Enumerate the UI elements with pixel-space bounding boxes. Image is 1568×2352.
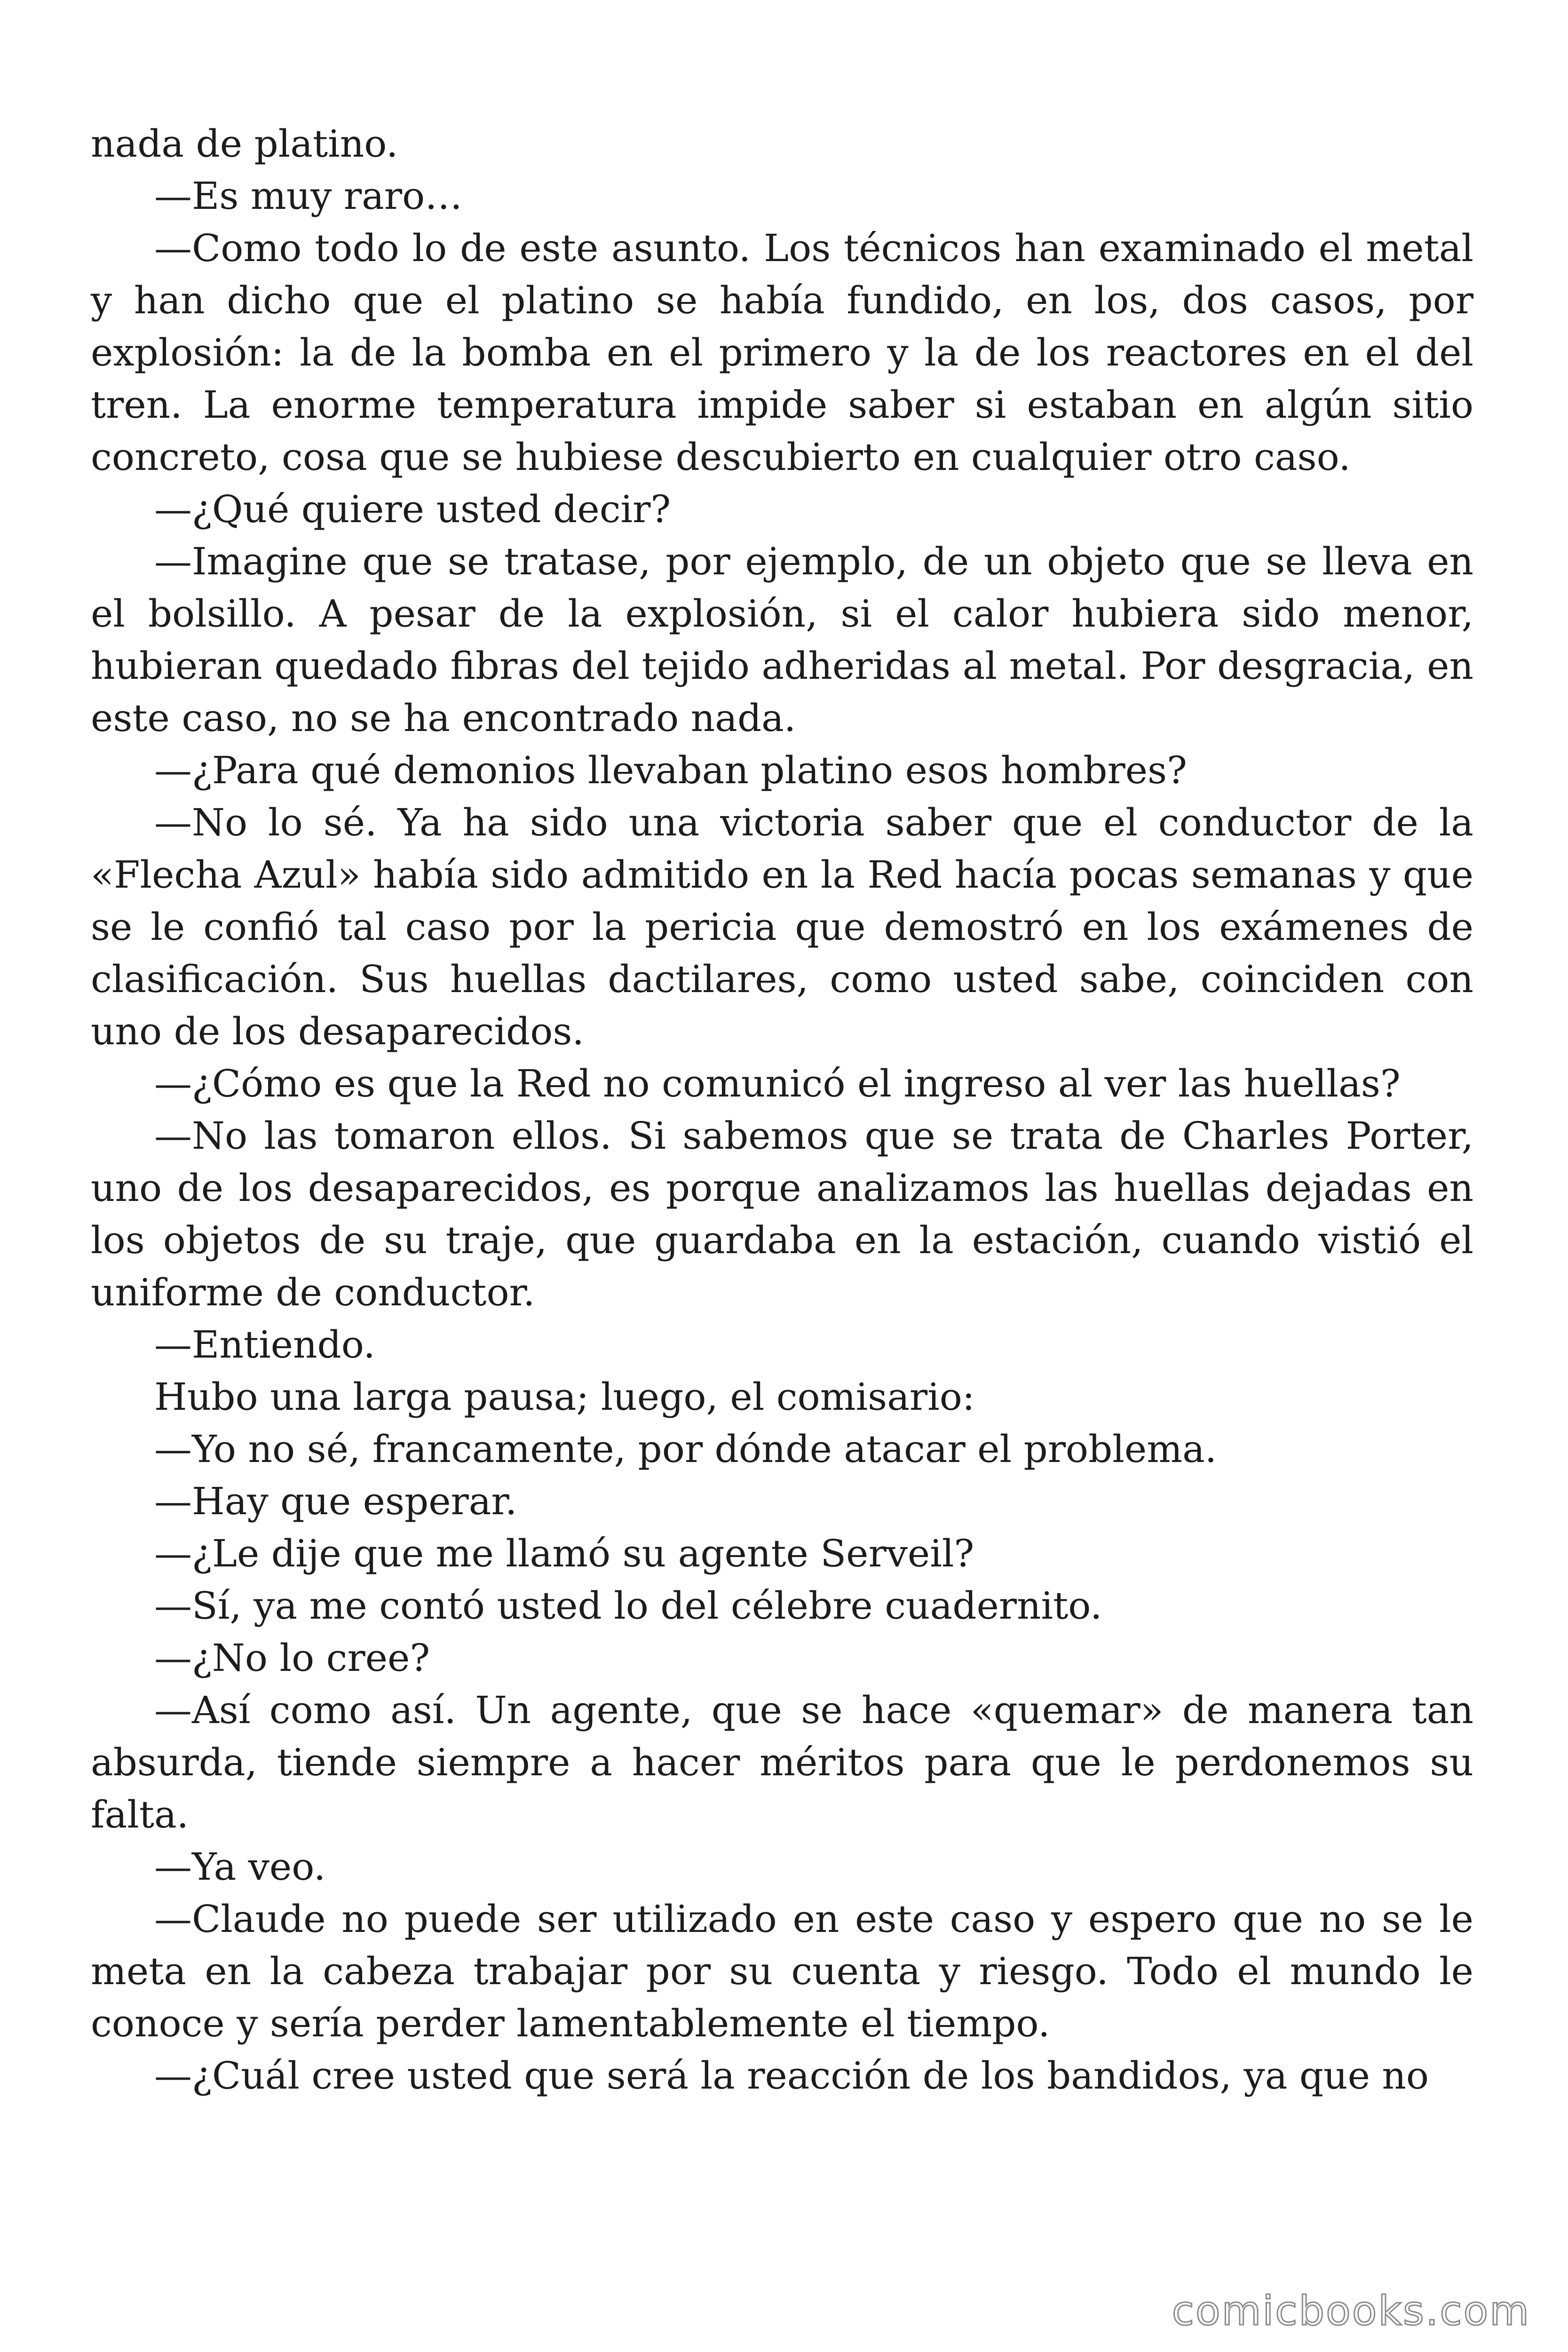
paragraph: —Ya veo. — [154, 1845, 326, 1889]
paragraph: —Como todo lo de este asunto. Los técnicos han examinado el metal y han dicho que el platino se había fundido, en los, dos casos, por explosión: la de la bomba en el primero y la de los reactores en el del tren. La enorme temperatura impide saber si estaban en algún sitio concreto, cosa que se hubiese descubierto en cualquier otro caso. — [91, 226, 1473, 479]
body-text — [91, 118, 1473, 2102]
paragraph: —Sí, ya me contó usted lo del célebre cuadernito. — [154, 1584, 1102, 1628]
paragraph: —Yo no sé, francamente, por dónde atacar el problema. — [154, 1427, 1217, 1471]
paragraph: —No las tomaron ellos. Si sabemos que se trata de Charles Porter, uno de los desaparecidos, es porque analizamos las huellas dejadas en los objetos de su traje, que guardaba en la estación, cuando vistió el uniforme de conductor. — [91, 1114, 1473, 1314]
paragraph: —¿Qué quiere usted decir? — [154, 487, 671, 531]
paragraph: —Claude no puede ser utilizado en este caso y espero que no se le meta en la cabeza trabajar por su cuenta y riesgo. Todo el mundo le conoce y sería perder lamentablemente el tiempo. — [91, 1897, 1473, 2045]
paragraph: —Hay que esperar. — [154, 1479, 517, 1523]
paragraph: —Así como así. Un agente, que se hace «quemar» de manera tan absurda, tiende siempre a hacer méritos para que le perdonemos su falta. — [91, 1688, 1473, 1836]
paragraph: —¿Cuál cree usted que será la reacción de los bandidos, ya que no — [154, 2054, 1429, 2098]
paragraph: —Imagine que se tratase, por ejemplo, de un objeto que se lleva en el bolsillo. A pesar de la explosión, si el calor hubiera sido menor, hubieran quedado fibras del tejido adheridas al metal. Por desgracia, en este caso, no se ha encontrado nada. — [91, 540, 1473, 740]
paragraph: —¿Cómo es que la Red no comunicó el ingreso al ver las huellas? — [154, 1062, 1401, 1105]
paragraph: —No lo sé. Ya ha sido una victoria saber que el conductor de la «Flecha Azul» había sido admitido en la Red hacía pocas semanas y que se le confió tal caso por la pericia que demostró en los exámenes de clasificación. Sus huellas dactilares, como usted sabe, coinciden con uno de los desaparecidos. — [91, 801, 1473, 1053]
paragraph: —Entiendo. — [154, 1323, 375, 1367]
paragraph: —¿Para qué demonios llevaban platino esos hombres? — [154, 748, 1187, 792]
paragraph: Hubo una larga pausa; luego, el comisario: — [154, 1375, 975, 1419]
paragraph: —Es muy raro… — [154, 174, 463, 218]
paragraph: —¿No lo cree? — [154, 1636, 430, 1680]
watermark: comicbooks.com — [1172, 2288, 1530, 2335]
paragraph: —¿Le dije que me llamó su agente Serveil? — [154, 1532, 974, 1575]
paragraph: nada de platino. — [91, 122, 398, 166]
